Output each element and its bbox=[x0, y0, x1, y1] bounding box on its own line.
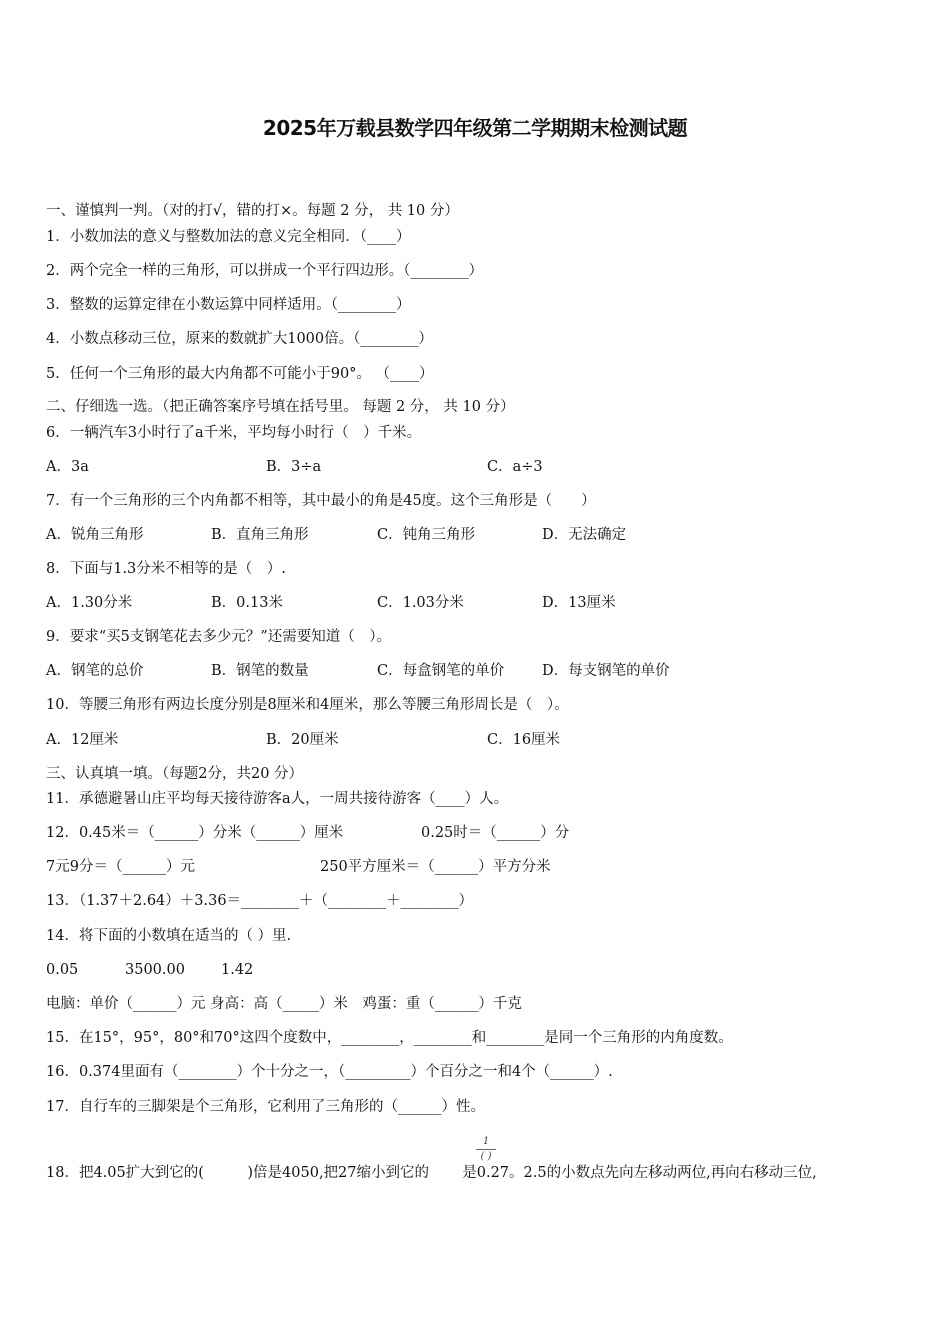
question-4: 4．小数点移动三位，原来的数就扩大1000倍。（________） bbox=[46, 331, 433, 347]
question-11: 11．承德避暑山庄平均每天接待游客a人，一周共接待游客（____）人。 bbox=[46, 791, 509, 807]
number-item: 0.05 bbox=[46, 962, 79, 978]
question-2: 2．两个完全一样的三角形，可以拼成一个平行四边形。（________） bbox=[46, 263, 483, 279]
question-12-part-a: 12．0.45米＝（______）分米（______）厘米 bbox=[46, 825, 344, 841]
option-b: B．0.13米 bbox=[211, 595, 283, 611]
question-1: 1．小数加法的意义与整数加法的意义完全相同．（____） bbox=[46, 229, 411, 245]
option-b: B．20厘米 bbox=[266, 732, 339, 748]
question-12-part-c: 7元9分＝（______）元 bbox=[46, 859, 195, 875]
option-c: C．a÷3 bbox=[487, 459, 543, 475]
option-b: B．钢笔的数量 bbox=[211, 663, 309, 679]
option-c: C．每盒钢笔的单价 bbox=[377, 663, 505, 679]
option-c: C．16厘米 bbox=[487, 732, 561, 748]
fraction-bar bbox=[476, 1149, 496, 1150]
question-17: 17．自行车的三脚架是个三角形，它利用了三角形的（______）性。 bbox=[46, 1099, 485, 1115]
question-10: 10．等腰三角形有两边长度分别是8厘米和4厘米，那么等腰三角形周长是（ ）。 bbox=[46, 697, 569, 713]
fraction-denominator: ( ) bbox=[480, 1151, 492, 1162]
question-15: 15．在15°，95°，80°和70°这四个度数中，________，________和________是同一个三角形的内角度数。 bbox=[46, 1030, 733, 1046]
section-2-header: 二、仔细选一选。（把正确答案序号填在括号里。 每题 2 分， 共 10 分） bbox=[46, 399, 515, 415]
option-a: A．钢笔的总价 bbox=[46, 663, 144, 679]
fraction bbox=[474, 1136, 498, 1162]
question-7: 7．有一个三角形的三个内角都不相等，其中最小的角是45度。这个三角形是（ ） bbox=[46, 493, 596, 509]
question-12-part-d: 250平方厘米＝（______）平方分米 bbox=[320, 859, 551, 875]
question-18 bbox=[46, 1163, 817, 1183]
question-18-part-2: 是0.27。2.5的小数点先向左移动两位,再向右移动三位, bbox=[462, 1165, 817, 1181]
number-item: 3500.00 bbox=[125, 962, 185, 978]
question-14: 14．将下面的小数填在适当的（ ）里. bbox=[46, 928, 292, 944]
option-a: A．1.30分米 bbox=[46, 595, 133, 611]
option-d: D．无法确定 bbox=[542, 527, 627, 543]
question-6: 6．一辆汽车3小时行了a千米，平均每小时行（ ）千米。 bbox=[46, 425, 422, 441]
question-14-blanks: 电脑：单价（______）元 身高：高（_____）米 鸡蛋：重（______）千克 bbox=[46, 996, 522, 1012]
question-18-part-1: 18．把4.05扩大到它的( )倍是4050,把27缩小到它的 bbox=[46, 1165, 430, 1181]
number-item: 1.42 bbox=[221, 962, 254, 978]
question-5: 5．任何一个三角形的最大内角都不可能小于90°。 （____） bbox=[46, 366, 434, 382]
question-12-part-b: 0.25时＝（______）分 bbox=[421, 825, 570, 841]
question-3: 3．整数的运算定律在小数运算中同样适用。（________） bbox=[46, 297, 411, 313]
option-a: A．12厘米 bbox=[46, 732, 119, 748]
option-d: D．13厘米 bbox=[542, 595, 616, 611]
option-c: C．钝角三角形 bbox=[377, 527, 476, 543]
question-9: 9．要求“买5支钢笔花去多少元？”还需要知道（ ）。 bbox=[46, 629, 392, 645]
fraction-numerator: 1 bbox=[482, 1136, 490, 1147]
page-title: 2025年万载县数学四年级第二学期期末检测试题 bbox=[262, 116, 688, 140]
section-3-header: 三、认真填一填。（每题2分，共20 分） bbox=[46, 766, 304, 782]
option-a: A．锐角三角形 bbox=[46, 527, 144, 543]
option-b: B．3÷a bbox=[266, 459, 322, 475]
question-13: 13．（1.37＋2.64）＋3.36＝________＋（________＋________） bbox=[46, 893, 474, 909]
option-d: D．每支钢笔的单价 bbox=[542, 663, 670, 679]
section-1-header: 一、谨慎判一判。（对的打√，错的打×。每题 2 分， 共 10 分） bbox=[46, 203, 459, 219]
option-c: C．1.03分米 bbox=[377, 595, 464, 611]
question-16: 16．0.374里面有（________）个十分之一，（_________）个百分之一和4个（______）. bbox=[46, 1064, 613, 1080]
option-b: B．直角三角形 bbox=[211, 527, 309, 543]
option-a: A．3a bbox=[46, 459, 89, 475]
question-8: 8．下面与1.3分米不相等的是（ ）. bbox=[46, 561, 286, 577]
